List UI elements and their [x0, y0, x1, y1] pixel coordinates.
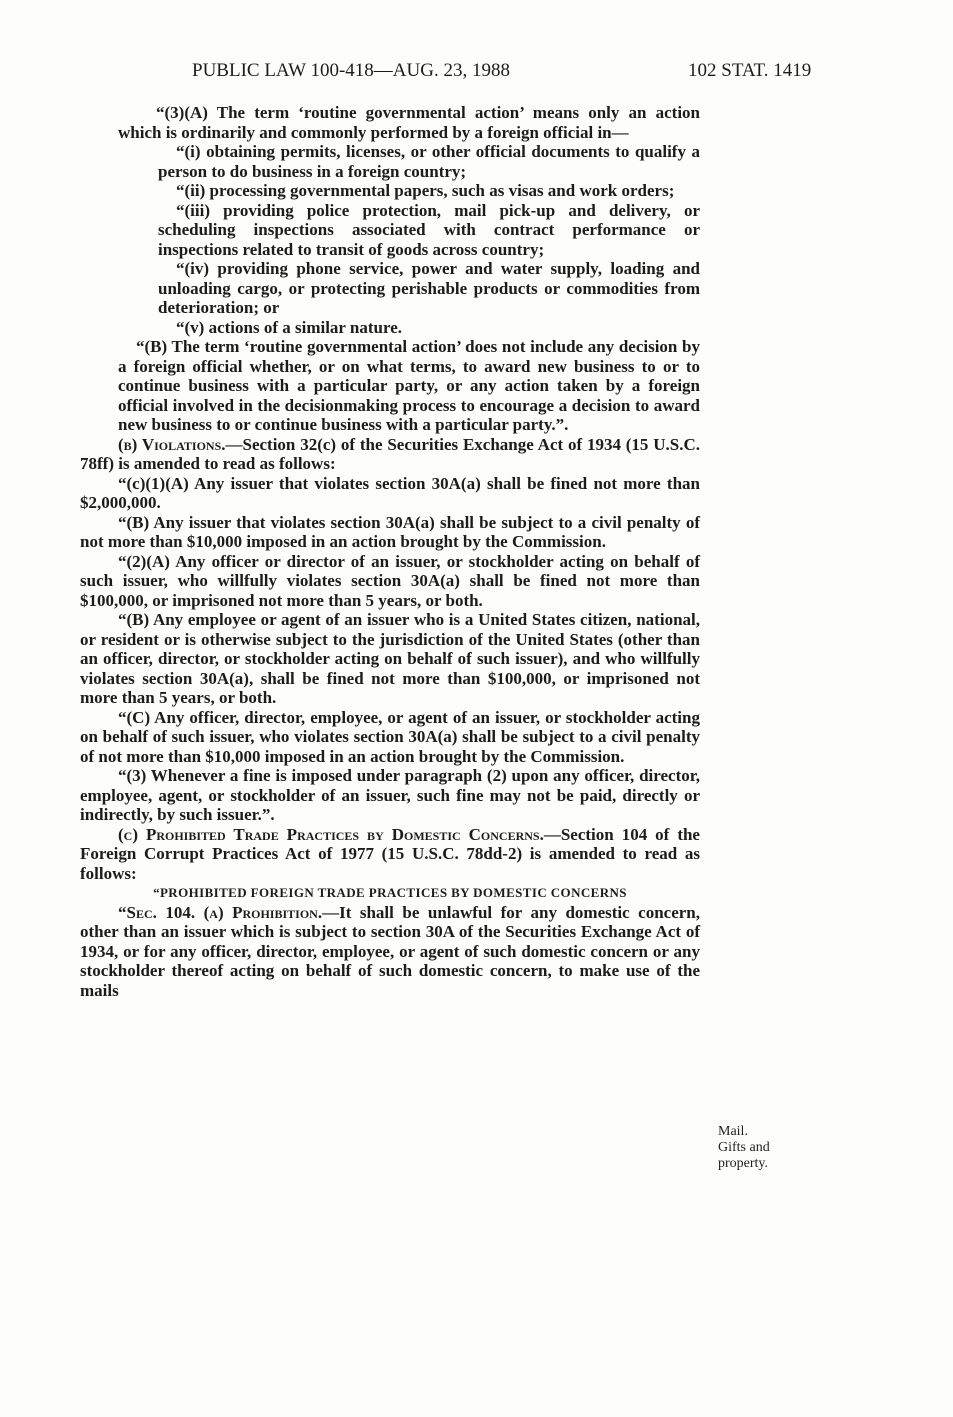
section-104	[80, 903, 700, 1001]
paragraph-c1a: “(c)(1)(A) Any issuer that violates section 30A(a) shall be fined not more than $2,000,000.	[80, 473, 700, 512]
subsection-c-text: —Section 104 of the Foreign Corrupt Practices Act of 1977 (15 U.S.C. 78dd-2) is amended to read as follows:	[80, 824, 700, 883]
section-104-text: —It shall be unlawful for any domestic concern, other than an issuer which is subject to section 30A of the Securities Exchange Act of 1934, or for any officer, director, employee, or agent of such domestic concern or any stockholder thereof acting on behalf of such domestic concern, to make use of the mails	[80, 902, 700, 1000]
header-public-law: PUBLIC LAW 100-418—AUG. 23, 1988	[192, 60, 510, 81]
document-body	[80, 103, 700, 1000]
paragraph-c2a: “(2)(A) Any officer or director of an issuer, or stockholder acting on behalf of such issuer, who willfully violates section 30A(a) shall be fined not more than $100,000, or imprisoned not more than 5 years, or both.	[80, 551, 700, 610]
routine-action-list	[80, 142, 700, 337]
subsection-b	[80, 435, 700, 474]
paragraph-3b: “(B) The term ‘routine governmental action’ does not include any decision by a foreign official whether, or on what terms, to award new business to or to continue business with a particular party, or any action taken by a foreign official involved in the decisionmaking process to encourage a decision to award new business to or continue business with a particular party.”.	[118, 337, 700, 434]
subsection-b-text: —Section 32(c) of the Securities Exchange Act of 1934 (15 U.S.C. 78ff) is amended to read as follows:	[80, 434, 700, 473]
margin-note	[718, 1124, 818, 1172]
list-item: “(i) obtaining permits, licenses, or other official documents to qualify a person to do business in a foreign country;	[158, 142, 700, 181]
page-header	[0, 60, 953, 84]
margin-note-line: Gifts and	[718, 1140, 770, 1155]
margin-note-line: Mail.	[718, 1124, 748, 1139]
paragraph-c1b: “(B) Any issuer that violates section 30A(a) shall be subject to a civil penalty of not more than $10,000 imposed in an action brought by the Commission.	[80, 512, 700, 551]
subsection-b-label: (b) Violations.	[118, 434, 226, 454]
subsection-c-label: (c) Prohibited Trade Practices by Domestic Concerns.	[118, 824, 544, 844]
list-item: “(iii) providing police protection, mail pick-up and delivery, or scheduling inspections associated with contract performance or inspections related to transit of goods across country;	[158, 200, 700, 259]
list-item: “(ii) processing governmental papers, such as visas and work orders;	[176, 181, 675, 200]
section-heading: “PROHIBITED FOREIGN TRADE PRACTICES BY DOMESTIC CONCERNS	[153, 885, 627, 900]
paragraph-3a: “(3)(A) The term ‘routine governmental action’ means only an action which is ordinarily and commonly performed by a foreign official in—	[118, 103, 700, 142]
header-stat-page: 102 STAT. 1419	[688, 60, 812, 81]
paragraph-c2b: “(B) Any employee or agent of an issuer who is a United States citizen, national, or resident or is otherwise subject to the jurisdiction of the United States (other than an officer, director, or stockholder acting on behalf of such issuer), and who willfully violates section 30A(a), shall be fined not more than $100,000, or imprisoned not more than 5 years, or both.	[80, 610, 700, 707]
section-104-label: “Sec. 104. (a) Prohibition.	[118, 902, 323, 922]
subsection-c	[80, 825, 700, 884]
paragraph-c3: “(3) Whenever a fine is imposed under paragraph (2) upon any officer, director, employee, agent, or stockholder of an issuer, such fine may not be paid, directly or indirectly, by such issuer.”.	[80, 766, 700, 824]
list-item: “(v) actions of a similar nature.	[176, 317, 403, 337]
paragraph-c2c: “(C) Any officer, director, employee, or agent of an issuer, or stockholder acting on behalf of such issuer, who violates section 30A(a) shall be subject to a civil penalty of not more than $10,000 imposed in an action brought by the Commission.	[80, 707, 700, 766]
list-item: “(iv) providing phone service, power and water supply, loading and unloading cargo, or protecting perishable products or commodities from deterioration; or	[158, 259, 700, 317]
margin-note-line: property.	[718, 1156, 769, 1171]
